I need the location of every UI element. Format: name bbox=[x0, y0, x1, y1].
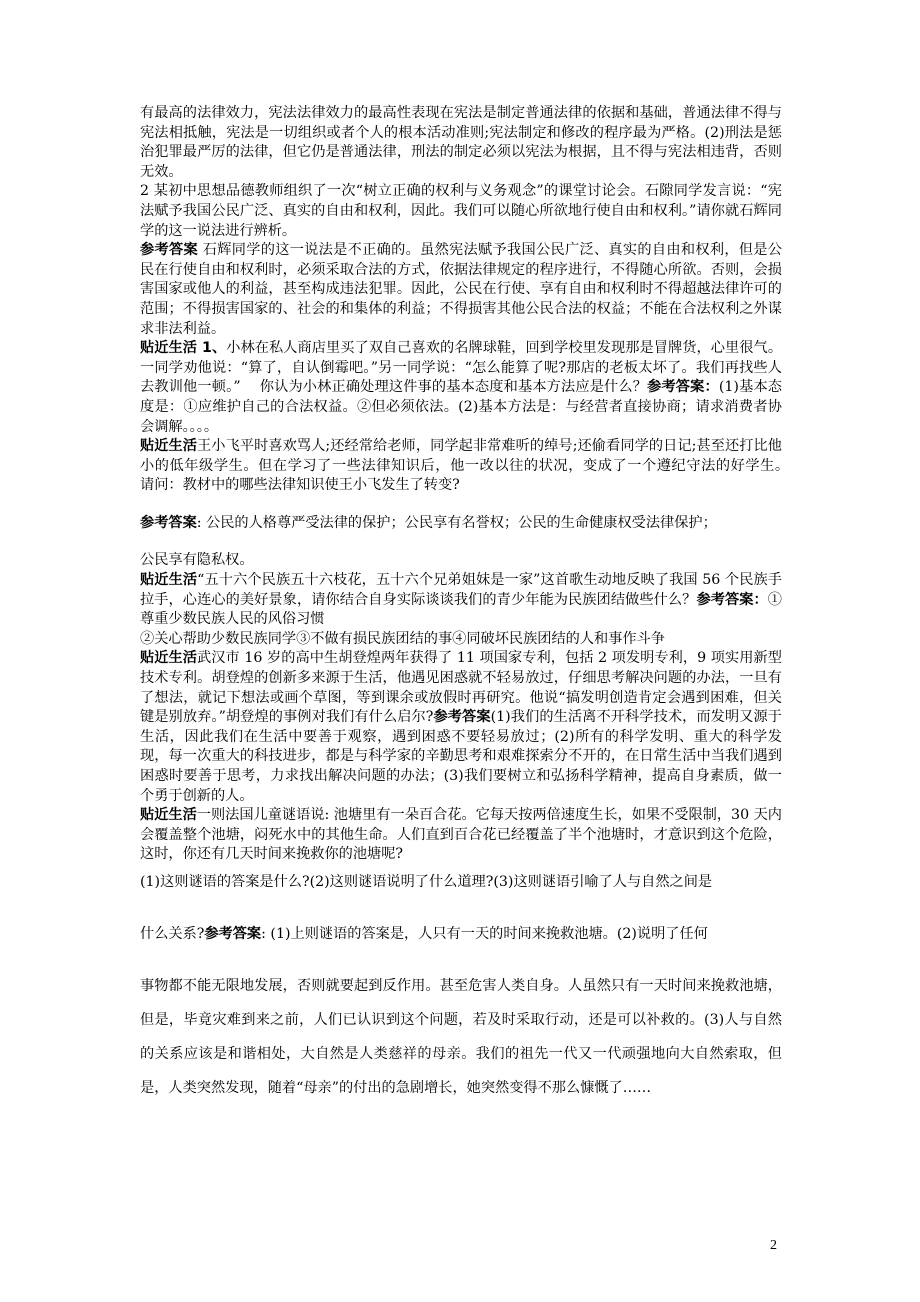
case-text: 武汉市 16 岁的高中生胡登煌两年获得了 11 项国家专利，包括 2 项发明专利，9 项实用新型技术专利。胡登煌的创新多来源于生活，他遇见困惑就不轻易放过，仔细思考解决问题的办法，一旦有了想法，就记下想法或画个草图，等到课余或放假时再研究。他说“搞发明创造肯定会遇到困难，但关键是别放弃。”胡登煌的事例对我们有什么启尔? bbox=[140, 650, 782, 726]
riddle-questions bbox=[140, 865, 782, 899]
answer-case-2-continued bbox=[140, 551, 782, 571]
answer-text: 石辉同学的这一说法是不正确的。虽然宪法赋予我国公民广泛、真实的自由和权利，但是公民在行使自由和权利时，必须采取合法的方式，依据法律规定的程序进行，不得随心所欲。否则，会损害国家或他人的利益，甚至构成违法犯罪。因此，公民在行使、享有自由和权利时不得超越法律许可的范围；不得损害国家的、社会的和集体的利益；不得损害其他公民合法的权益；不能在合法权利之外谋求非法利益。 bbox=[140, 242, 782, 337]
life-case-2 bbox=[140, 437, 811, 496]
page-number: 2 bbox=[770, 1238, 777, 1253]
answer-label: 参考答案： bbox=[696, 591, 768, 608]
paragraph-constitution bbox=[140, 104, 782, 182]
answer-label: 参考答案 bbox=[140, 514, 197, 531]
life-case-4 bbox=[140, 649, 782, 806]
paragraph-text: 有最高的法律效力，宪法法律效力的最高性表现在宪法是制定普通法律的依据和基础，普通法律不得与宪法相抵触，宪法是一切组织或者个人的根本活动准则;宪法制定和修改的程序最为严格。(2)刑法是惩治犯罪最严厉的法律，但它仍是普通法律，刑法的制定必须以宪法为根据，且不得与宪法相违背，否则无效。 bbox=[140, 105, 782, 180]
answer-text: (1)基本态度是：①应维护自己的合法权益。②但必须依法。(2)基本方法是：与经营者直接协商；请求消费者协会调解。。。。 bbox=[140, 379, 782, 435]
question-text: (1)这则谜语的答案是什么?(2)这则谜语说明了什么道理?(3)这则谜语引喻了人与自然之间是 bbox=[140, 873, 713, 890]
answer-label: 参考答案 bbox=[433, 709, 491, 726]
life-label: 贴近生活 bbox=[140, 572, 198, 589]
riddle-answer bbox=[140, 917, 782, 951]
answer-2 bbox=[140, 241, 782, 339]
answer-label: 参考答案： bbox=[647, 379, 719, 396]
case-text: “五十六个民族五十六枝花，五十六个兄弟姐妹是一家”这首歌生动地反映了我国 56 个民族手拉手，心连心的美好景象，请你结合自身实际谈谈我们的青少年能为民族团结做些什么？ bbox=[140, 572, 782, 608]
life-case-5 bbox=[140, 806, 782, 865]
document-body bbox=[140, 104, 811, 1105]
answer-text: : (1)上则谜语的答案是，人只有一天的时间来挽救池塘。(2)说明了任何 bbox=[261, 925, 708, 942]
answer-text: 事物都不能无限地发展，否则就要起到反作用。甚至危害人类自身。人虽然只有一天时间来挽救池塘，但是，毕竟灾难到来之前，人们已认识到这个问题，若及时采取行动，还是可以补救的。(3)人与自然的关系应该是和谐相处，大自然是人类慈祥的母亲。我们的祖先一代又一代顽强地向大自然索取，但是，人类突然发现，随着“母亲”的付出的急剧增长，她突然变得不那么慷慨了…… bbox=[140, 977, 782, 1096]
case-text: 小林在私人商店里买了双自己喜欢的名牌球鞋，回到学校里发现那是冒牌货，心里很气。一同学劝他说：“算了，自认倒霉吧。”另一同学说：“怎么能算了呢?那店的老板太坏了。我们再找些人去教训他一顿。” 你认为小林正确处理这件事的基本态度和基本方法应是什么？ bbox=[140, 340, 783, 396]
answer-text: (1)我们的生活离不开科学技术，而发明又源于生活，因此我们在生活中要善于观察，遇到困惑不要轻易放过；(2)所有的科学发明、重大的科学发现，每一次重大的科技进步，都是与科学家的辛勤思考和艰难探索分不开的，在日常生活中当我们遇到困惑时要善于思考，力求找出解决问题的办法；(3)我们要树立和弘扬科学精神，提高自身素质，做一个勇于创新的人。 bbox=[140, 709, 782, 804]
answer-text: ①尊重少数民族人民的风俗习惯 bbox=[140, 591, 782, 628]
spacer bbox=[140, 951, 782, 969]
spacer bbox=[140, 899, 782, 917]
life-label: 贴近生活 1、 bbox=[140, 340, 227, 357]
answer-label: 参考答案 bbox=[204, 925, 262, 942]
answer-text: ②关心帮助少数民族同学③不做有损民族团结的事④同破坏民族团结的人和事作斗争 bbox=[140, 630, 665, 647]
answer-case-3-continued bbox=[140, 630, 782, 650]
life-case-3 bbox=[140, 571, 782, 630]
life-label: 贴近生活 bbox=[140, 650, 198, 667]
life-label: 贴近生活 bbox=[140, 807, 197, 824]
answer-case-2 bbox=[140, 514, 782, 534]
question-2 bbox=[140, 182, 782, 241]
spacer bbox=[140, 533, 782, 551]
answer-text: : 公民的人格尊严受法律的保护；公民享有名誉权；公民的生命健康权受法律保护； bbox=[196, 514, 717, 531]
answer-text: 公民享有隐私权。 bbox=[140, 552, 254, 569]
life-case-1 bbox=[140, 339, 782, 437]
question-text: 什么关系? bbox=[140, 925, 205, 942]
riddle-answer-continued bbox=[140, 969, 782, 1105]
case-text: 王小飞平时喜欢骂人;还经常给老师，同学起非常难听的绰号;还偷看同学的日记;甚至还打比他小的低年级学生。但在学习了一些法律知识后，他一改以往的状况，变成了一个遵纪守法的好学生。 请问：教材中的哪些法律知识使王小飞发生了转变? bbox=[140, 438, 811, 494]
answer-label: 参考答案 bbox=[140, 242, 198, 259]
case-text: 一则法国儿童谜语说: 池塘里有一朵百合花。它每天按两倍速度生长，如果不受限制，30 天内会覆盖整个池塘，闷死水中的其他生命。人们直到百合花已经覆盖了半个池塘时，才意识到这个危险，这时，你还有几天时间来挽救你的池塘呢? bbox=[140, 807, 782, 863]
spacer bbox=[140, 496, 782, 514]
life-label: 贴近生活 bbox=[140, 438, 198, 455]
question-text: 2 某初中思想品德教师组织了一次“树立正确的权利与义务观念”的课堂讨论会。石隙同学发言说：“宪法赋予我国公民广泛、真实的自由和权利，因此。我们可以随心所欲地行使自由和权利。”请你就石辉同学的这一说法进行辨析。 bbox=[140, 183, 782, 239]
